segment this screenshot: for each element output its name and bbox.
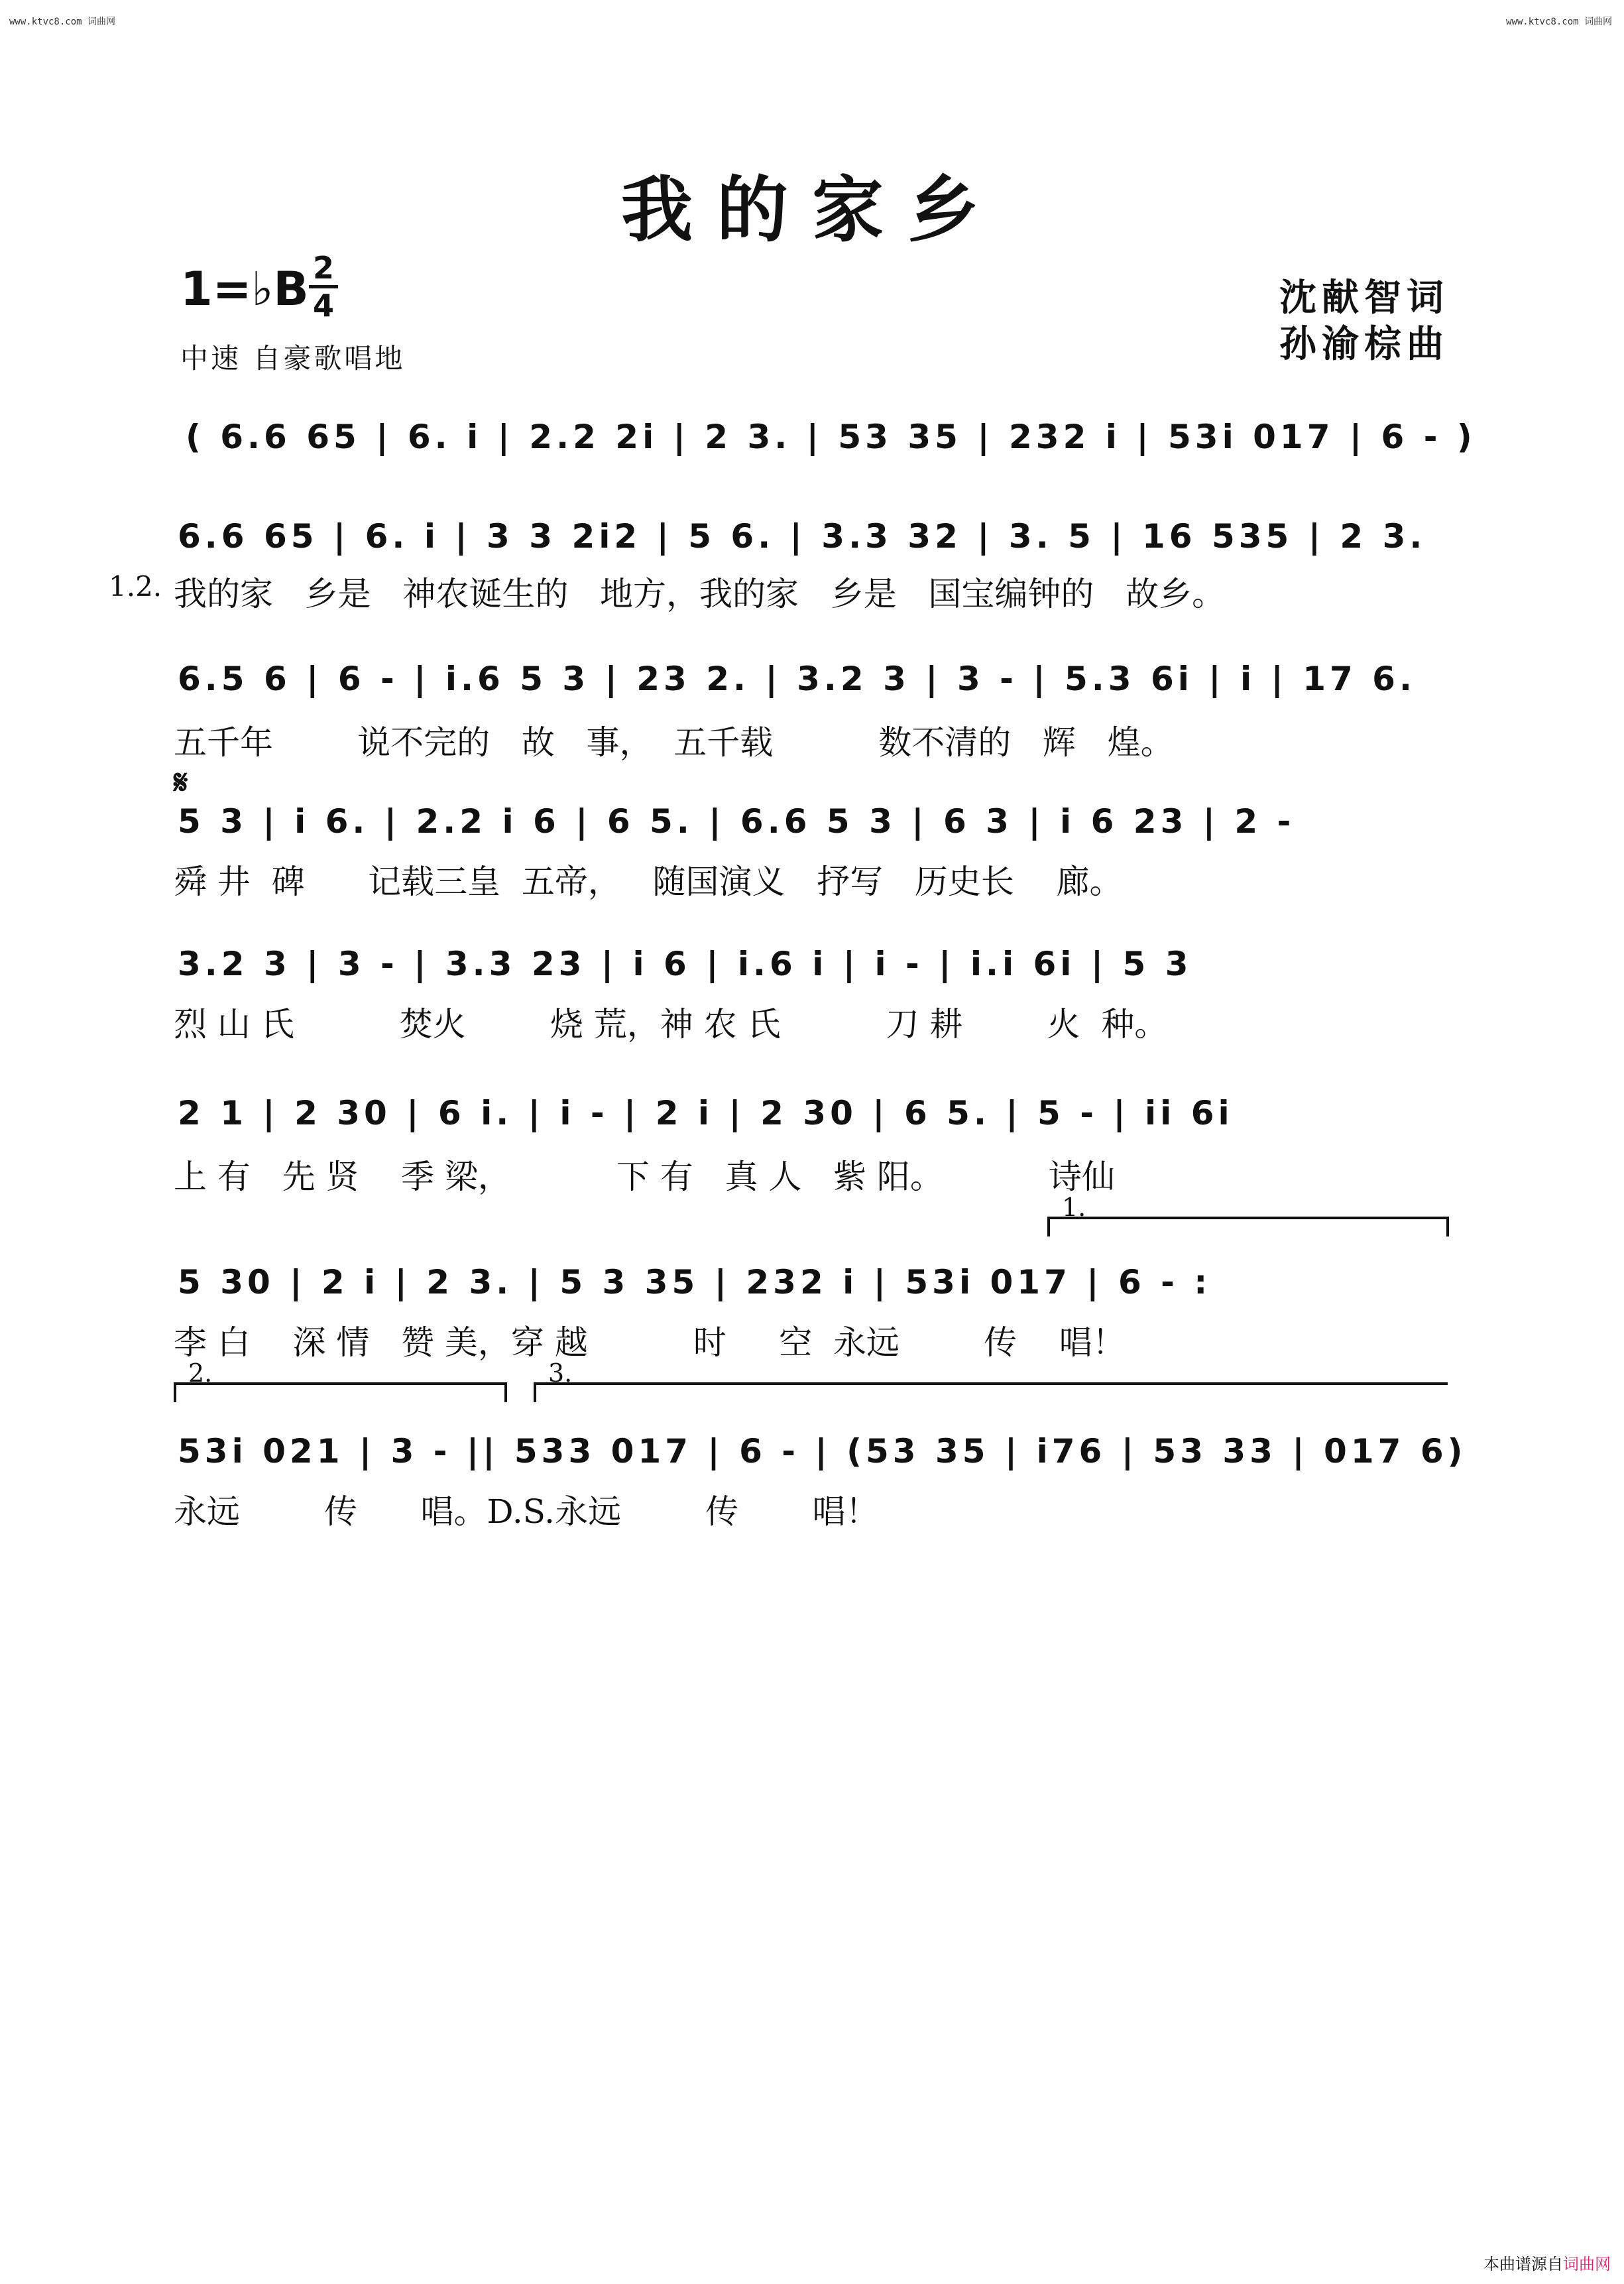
lyrics-line: 烈 山 氏 焚火 烧 荒，神 农 氏 刀 耕 火 种。 [174,1005,1168,1044]
time-signature-bottom: 4 [312,288,334,324]
lyricist-credit: 沈献智词 [1279,276,1449,320]
lyrics-line: 我的家 乡是 神农诞生的 地方，我的家 乡是 国宝编钟的 故乡。 [174,575,1226,613]
volta-3-bracket [534,1358,1448,1402]
song-title: 我的家乡 [620,168,1003,252]
tempo-marking: 中速 自豪歌唱地 [180,342,406,375]
notation-line: 5 30 | 2 i | 2 3. | 5 3 35 | 232 i | 53i 017 | 6 - : [178,1263,1212,1301]
volta-1-label: 1. [1062,1193,1086,1222]
verse-number: 1.2. [109,570,162,603]
volta-3-label: 3. [548,1358,573,1388]
notation-line: 53i 021 | 3 - || 533 017 | 6 - | (53 35 | i76 | 53 33 | 017 6) [178,1432,1467,1471]
notation-line: ( 6.6 65 | 6. i | 2.2 2i | 2 3. | 53 35 | 232 i | 53i 017 | 6 - ) [186,418,1476,456]
site-header-left: www.ktvc8.com 词曲网 [9,17,116,27]
site-header-right: www.ktvc8.com 词曲网 [1505,17,1612,27]
lyrics-line: 上 有 先 贤 季 梁， 下 有 真 人 紫 阳。 诗仙 [174,1158,1115,1196]
footer-brand-link[interactable]: 词曲网 [1563,2255,1611,2273]
score-line-4 [174,932,1453,1004]
lyrics-line: 五千年 说不完的 故 事， 五千载 数不清的 辉 煌。 [174,723,1174,762]
notation-line: 5 3 | i 6. | 2.2 i 6 | 6 5. | 6.6 5 3 | 6 3 | i 6 23 | 2 - [178,802,1295,841]
notation-line: 6.6 65 | 6. i | 3 3 2i2 | 5 6. | 3.3 32 | 3. 5 | 16 535 | 2 3. [178,517,1426,556]
time-signature [309,252,338,322]
score-line-5 [174,1081,1453,1154]
segno-sign: 𝄋 [174,762,188,802]
lyrics-line: 舜 井 碑 记载三皇 五帝， 随国演义 抒写 历史长 廊。 [174,863,1123,901]
key-signature: 1=♭B [180,262,309,316]
score-line-intro [174,404,1476,477]
composer-credit: 孙渝棕曲 [1279,322,1449,366]
volta-2-label: 2. [188,1358,213,1388]
notation-line: 6.5 6 | 6 - | i.6 5 3 | 23 2. | 3.2 3 | 3 - | 5.3 6i | i | 17 6. [178,660,1416,698]
score-line-1 [174,504,1453,577]
score-line-3 [174,789,1453,862]
score-line-7 [174,1419,1467,1492]
score-line-2 [174,646,1453,719]
volta-1-bracket [1047,1193,1449,1236]
time-signature-top: 2 [312,250,334,286]
lyrics-line: 永远 传 唱。D.S.永远 传 唱！ [174,1492,879,1531]
notation-line: 3.2 3 | 3 - | 3.3 23 | i 6 | i.6 i | i - | i.i 6i | 5 3 [178,945,1192,983]
notation-line: 2 1 | 2 30 | 6 i. | i - | 2 i | 2 30 | 6 5. | 5 - | ii 6i [178,1094,1234,1132]
source-footer [1483,2251,1611,2274]
lyrics-line: 李 白 深 情 赞 美，穿 越 时 空 永远 传 唱！ [174,1323,1126,1362]
score-line-6 [174,1250,1453,1323]
volta-2-bracket [174,1358,507,1402]
footer-prefix: 本曲谱源自 [1483,2255,1563,2273]
